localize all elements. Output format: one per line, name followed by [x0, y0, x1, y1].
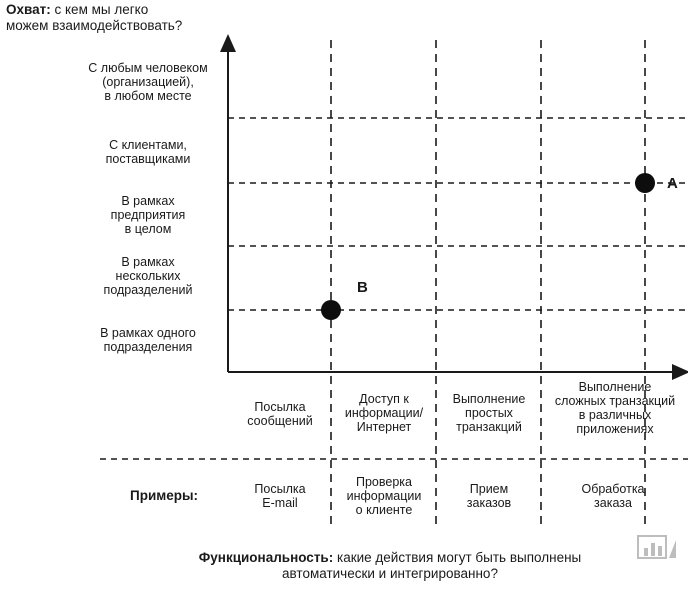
- y-level-4: [70, 138, 226, 166]
- y-level-2-line-2: нескольких: [115, 269, 181, 283]
- example-1: [230, 482, 330, 510]
- x-category-3-line-2: простых: [465, 406, 513, 420]
- x-category-2-line-3: Интернет: [356, 420, 412, 434]
- y-axis-title-line2: можем взаимодействовать?: [6, 18, 183, 33]
- y-level-1-line-2: подразделения: [103, 340, 193, 354]
- y-level-2-line-3: подразделений: [103, 283, 193, 297]
- y-level-1-line-1: В рамках одного: [100, 326, 196, 340]
- example-4: [543, 482, 683, 510]
- x-category-4-line-4: приложениях: [576, 422, 654, 436]
- x-category-3: [438, 392, 540, 434]
- point-a: [635, 173, 655, 193]
- x-category-2-line-2: информации/: [344, 406, 424, 420]
- example-1-line-1: Посылка: [254, 482, 306, 496]
- y-level-2: [70, 255, 226, 297]
- x-category-3-line-3: транзакций: [456, 420, 522, 434]
- x-category-4-line-2: сложных транзакций: [554, 394, 676, 408]
- y-level-3-line-2: предприятия: [110, 208, 186, 222]
- x-category-2-line-1: Доступ к: [359, 392, 409, 406]
- example-3-line-2: заказов: [466, 496, 512, 510]
- x-category-4: [542, 380, 688, 436]
- example-2-line-2: информации: [346, 489, 422, 503]
- x-axis-title-line2: автоматически и интегрированно?: [282, 566, 498, 581]
- example-2: [333, 475, 435, 517]
- y-level-3-line-1: В рамках: [121, 194, 175, 208]
- y-level-4-line-1: С клиентами,: [109, 138, 187, 152]
- example-1-line-2: E-mail: [262, 496, 298, 510]
- y-level-3: [70, 194, 226, 236]
- example-4-line-2: заказа: [594, 496, 632, 510]
- x-category-1-line-1: Посылка: [254, 400, 306, 414]
- chart-logo-icon: [636, 532, 676, 566]
- x-category-4-line-1: Выполнение: [578, 380, 652, 394]
- watermark-logo: [636, 532, 676, 566]
- examples-label: Примеры:: [130, 488, 199, 503]
- x-axis-title-bold: Функциональность:: [198, 550, 334, 565]
- y-level-5-line-3: в любом месте: [104, 89, 192, 103]
- example-2-line-1: Проверка: [356, 475, 412, 489]
- y-level-5: [70, 61, 226, 103]
- x-category-4-line-3: в различных: [578, 408, 652, 422]
- example-3: [438, 482, 540, 510]
- example-3-line-1: Прием: [469, 482, 509, 496]
- point-b: [321, 300, 341, 320]
- x-axis-title-rest: какие действия могут быть выполнены: [333, 550, 582, 565]
- y-level-4-line-2: поставщиками: [105, 152, 191, 166]
- x-category-3-line-1: Выполнение: [452, 392, 526, 406]
- y-level-5-line-2: (организацией),: [102, 75, 194, 89]
- y-level-5-line-1: С любым человеком: [88, 61, 208, 75]
- point-b-label: B: [357, 279, 368, 296]
- y-level-2-line-1: В рамках: [121, 255, 175, 269]
- x-category-1-line-2: сообщений: [247, 414, 313, 428]
- y-level-1: [70, 326, 226, 354]
- x-category-2: [333, 392, 435, 434]
- y-level-3-line-3: в целом: [124, 222, 172, 236]
- y-axis-title-bold: Охват:: [6, 2, 51, 17]
- example-2-line-3: о клиенте: [355, 503, 413, 517]
- x-axis-title: [150, 550, 630, 582]
- example-4-line-1: Обработка: [581, 482, 645, 496]
- x-category-1: [230, 400, 330, 428]
- point-a-label: A: [667, 175, 678, 192]
- y-axis-title-rest: с кем мы легко: [50, 2, 149, 17]
